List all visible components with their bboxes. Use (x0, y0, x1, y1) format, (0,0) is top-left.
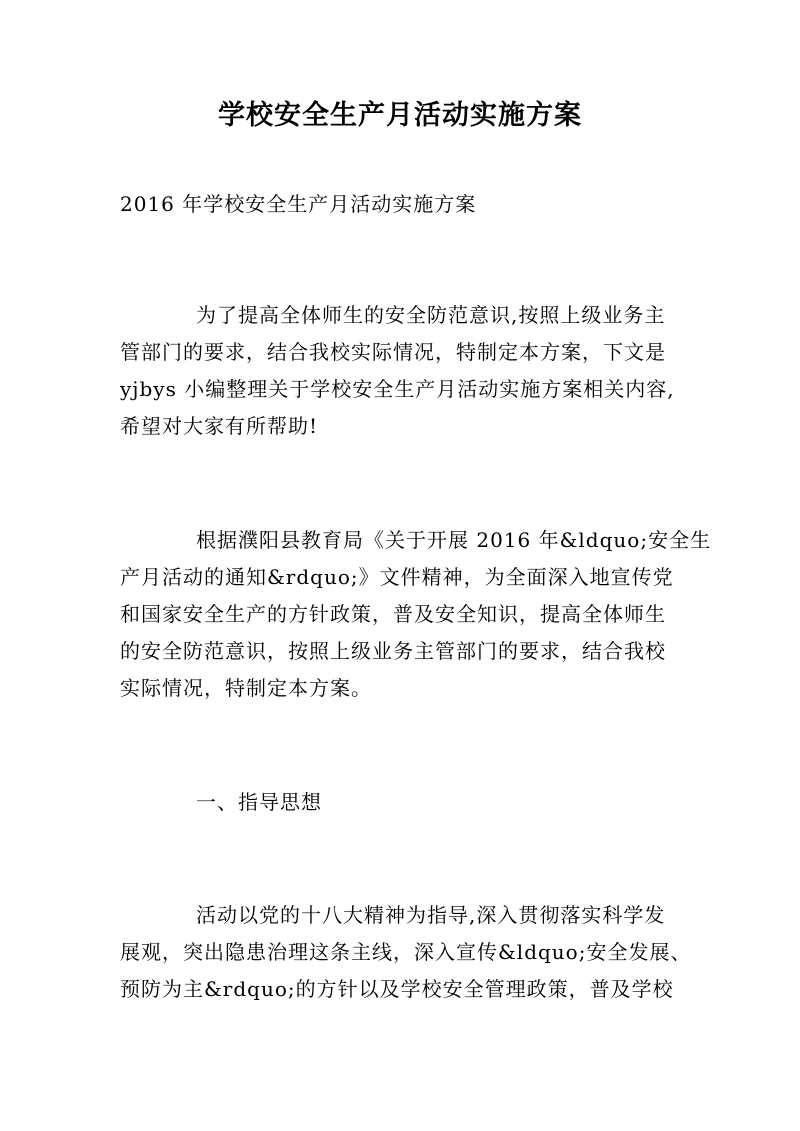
paragraph-line: 管部门的要求，结合我校实际情况，特制定本方案，下文是 (120, 340, 666, 364)
paragraph-line: 实际情况，特制定本方案。 (120, 676, 372, 700)
paragraph-line: 的安全防范意识，按照上级业务主管部门的要求，结合我校 (120, 639, 666, 663)
paragraph-line: 根据濮阳县教育局《关于开展 2016 年&ldquo;安全生 (196, 528, 712, 552)
paragraph-line: 产月活动的通知&rdquo;》文件精神，为全面深入地宣传党 (120, 565, 674, 589)
paragraph-line: 为了提高全体师生的安全防范意识,按照上级业务主 (196, 303, 666, 327)
paragraph-line: 展观，突出隐患治理这条主线，深入宣传&ldquo;安全发展、 (120, 940, 692, 964)
paragraph-line: 希望对大家有所帮助! (120, 414, 319, 438)
paragraph-guiding-ideology (120, 897, 700, 1008)
paragraph-intro (120, 297, 700, 445)
document-title: 学校安全生产月活动实施方案 (218, 100, 582, 131)
paragraph-basis (120, 522, 712, 707)
paragraph-line: yjbys 小编整理关于学校安全生产月活动实施方案相关内容, (120, 377, 675, 401)
paragraph-line: 活动以党的十八大精神为指导,深入贯彻落实科学发 (196, 903, 666, 927)
document-subtitle: 2016 年学校安全生产月活动实施方案 (120, 192, 477, 216)
paragraph-line: 和国家安全生产的方针政策，普及安全知识，提高全体师生 (120, 602, 666, 626)
section-heading-guiding-ideology: 一、指导思想 (196, 790, 322, 814)
paragraph-line: 预防为主&rdquo;的方针以及学校安全管理政策，普及学校 (120, 977, 674, 1001)
